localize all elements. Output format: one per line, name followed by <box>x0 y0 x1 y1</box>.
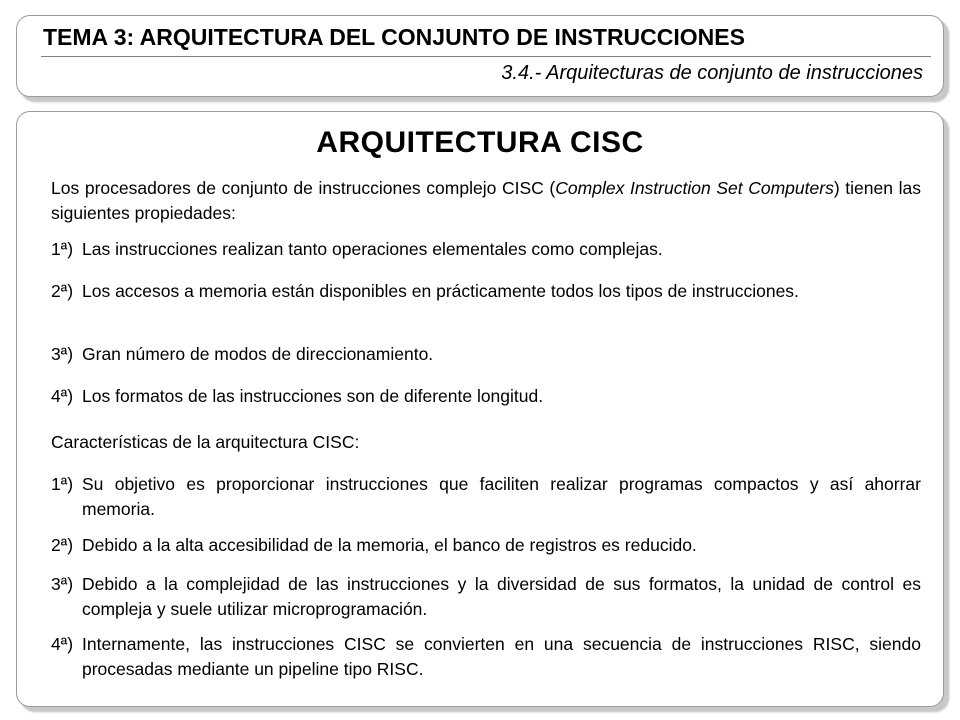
slide-section-subtitle: 3.4.- Arquitecturas de conjunto de instrucciones <box>501 62 923 84</box>
property-number: 3ª) <box>51 344 74 364</box>
property-item-4 <box>51 384 921 409</box>
content-title: ARQUITECTURA CISC <box>316 126 644 159</box>
characteristic-text: Su objetivo es proporcionar instrucciones que faciliten realizar programas compactos y así ahorrar memoria. <box>82 474 921 519</box>
characteristic-number: 1ª) <box>51 474 74 494</box>
property-text: Los accesos a memoria están disponibles en prácticamente todos los tipos de instrucciones. <box>82 281 799 301</box>
intro-paragraph <box>51 176 921 226</box>
header-divider <box>41 56 931 57</box>
characteristic-item-1 <box>51 472 921 522</box>
content-panel <box>16 111 944 707</box>
characteristic-text: Internamente, las instrucciones CISC se convierten en una secuencia de instrucciones RISC, siendo procesadas mediante un pipeline tipo RISC. <box>82 634 921 679</box>
characteristics-heading: Características de la arquitectura CISC: <box>51 432 360 452</box>
characteristic-item-4 <box>51 632 921 682</box>
slide-topic-title: TEMA 3: ARQUITECTURA DEL CONJUNTO DE INSTRUCCIONES <box>43 24 745 50</box>
property-text: Las instrucciones realizan tanto operaciones elementales como complejas. <box>82 239 663 259</box>
intro-text-part2: ) tienen las siguientes propiedades: <box>51 178 921 223</box>
characteristic-item-3 <box>51 572 921 622</box>
characteristic-item-2 <box>51 533 921 558</box>
characteristic-number: 3ª) <box>51 574 74 594</box>
property-item-1 <box>51 237 921 262</box>
characteristic-text: Debido a la complejidad de las instrucciones y la diversidad de sus formatos, la unidad de control es compleja y suele utilizar microprogramación. <box>82 574 921 619</box>
property-item-2 <box>51 279 921 304</box>
header-panel <box>16 15 944 97</box>
property-number: 4ª) <box>51 386 74 406</box>
property-text: Gran número de modos de direccionamiento. <box>82 344 434 364</box>
property-number: 1ª) <box>51 239 74 259</box>
characteristic-number: 4ª) <box>51 634 74 654</box>
characteristic-number: 2ª) <box>51 535 74 555</box>
property-text: Los formatos de las instrucciones son de diferente longitud. <box>82 386 544 406</box>
intro-text-part1: Los procesadores de conjunto de instrucciones complejo CISC ( <box>51 178 556 198</box>
characteristic-text: Debido a la alta accesibilidad de la memoria, el banco de registros es reducido. <box>82 535 697 555</box>
intro-text-italic: Complex Instruction Set Computers <box>555 178 834 198</box>
property-number: 2ª) <box>51 281 74 301</box>
property-item-3 <box>51 342 921 367</box>
